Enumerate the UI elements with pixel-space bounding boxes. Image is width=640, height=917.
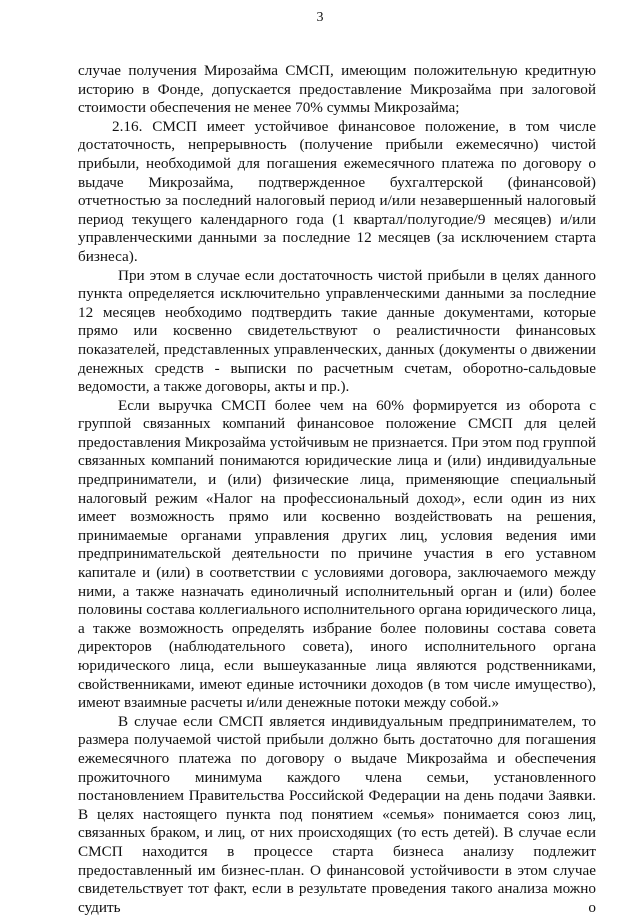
paragraph-related-companies: Если выручка СМСП более чем на 60% формируется из оборота с группой связанных компаний финансовое положение СМСП для целей предоставления Микрозайма устойчивым не признается. При этом под группой связанных компаний понимаются юридические лица и (или) индивидуальные предприниматели, и (или) физические лица, применяющие специальный налоговый режим «Налог на профессиональный доход», если один из них имеет возможность прямо или косвенно воздействовать на решения, принимаемые органами управления других лиц, условия ведения ими предпринимательской деятельности по причине участия в его уставном капитале и (или) в соответствии с условиями договора, заключаемого между ними, а также назначать единоличный исполнительный орган и (или) более половины состава коллегиального исполнительного органа юридического лица, а также возможность определять избрание более половины состава совета директоров (наблюдательного совета), иного исполнительного органа юридического лица, если вышеуказанные лица являются родственниками, свойственниками, имеют единые источники доходов (в том числе имущество), имеют взаимные расчеты и/или денежные потоки между собой.» [78, 396, 596, 712]
paragraph-continuation: случае получения Мирозайма СМСП, имеющим положительную кредитную историю в Фонде, допускается предоставление Микрозайма при залоговой стоимости обеспечения не менее 70% суммы Микрозайма; [78, 62, 596, 117]
document-body [78, 62, 596, 917]
paragraph-clause-2-16: 2.16. СМСП имеет устойчивое финансовое положение, в том числе достаточность, непрерывность (получение прибыли ежемесячно) чистой прибыли, необходимой для погашения ежемесячного платежа по договору о выдаче Микрозайма, подтвержденное бухгалтерской (финансовой) отчетностью за последний налоговый период и/или незавершенный налоговый период текущего календарного года (1 квартал/полугодие/9 месяцев) и/или управленческими данными за последние 12 месяцев (за исключением старта бизнеса). [78, 117, 596, 265]
page-number: 3 [316, 10, 324, 25]
paragraph-net-profit-confirmation: При этом в случае если достаточность чистой прибыли в целях данного пункта определяется исключительно управленческими данными за последние 12 месяцев необходимо подтвердить такие данные документами, которые прямо или косвенно свидетельствуют о реалистичности финансовых показателей, представленных управленческих, данных (документы о движении денежных средств - выписки по расчетным счетам, оборотно-сальдовые ведомости, а также договоры, акты и пр.). [78, 266, 596, 396]
paragraph-individual-entrepreneur: В случае если СМСП является индивидуальным предпринимателем, то размера получаемой чистой прибыли должно быть достаточно для погашения ежемесячного платежа по договору о выдаче Микрозайма и обеспечения прожиточного минимума каждого члена семьи, установленного постановлением Правительства Российской Федерации на день подачи Заявки. В целях настоящего пункта под понятием «семья» понимается союз лиц, связанных браком, и лиц, от них происходящих (то есть детей). В случае если СМСП находится в процессе старта бизнеса анализу подлежит предоставленный им бизнес-план. О финансовой устойчивости в этом случае свидетельствует тот факт, если в результате проведения такого анализа можно судить о [78, 712, 596, 916]
